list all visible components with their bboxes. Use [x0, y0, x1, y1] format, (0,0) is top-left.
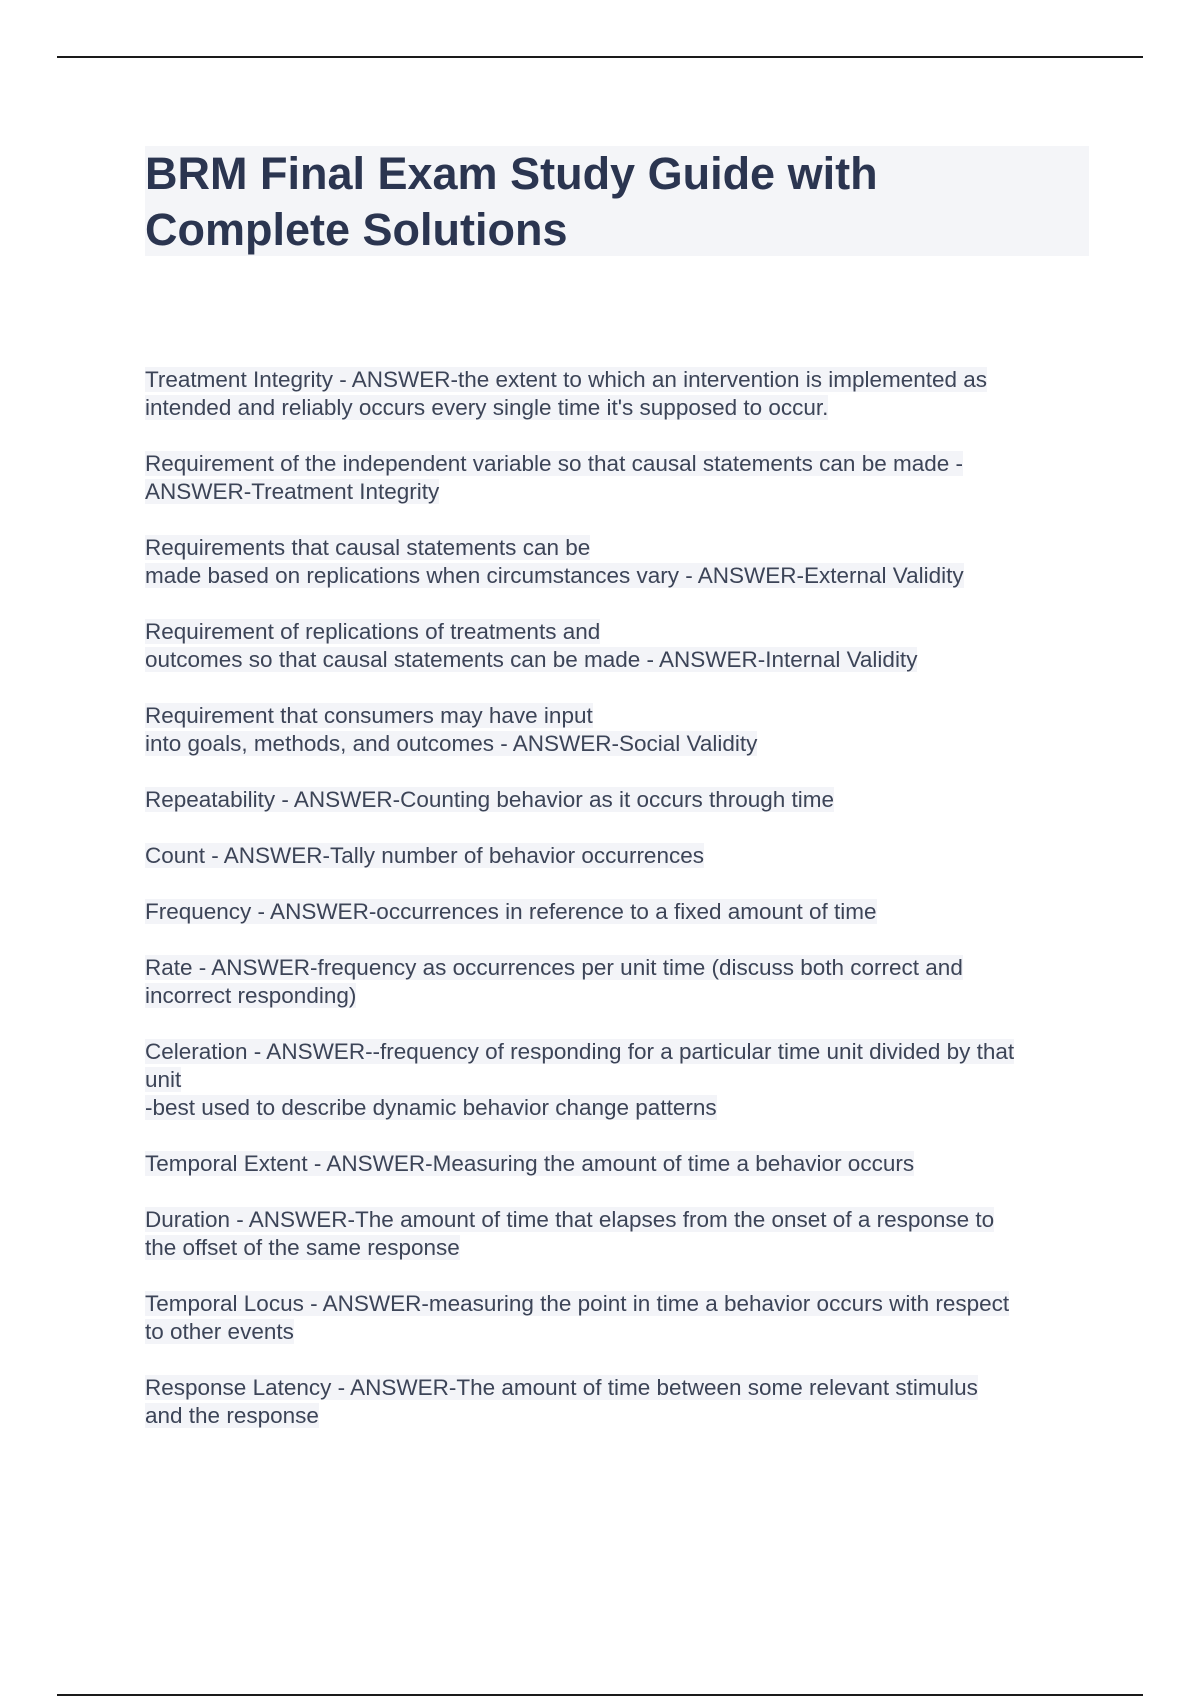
entry-celeration: Celeration - ANSWER--frequency of responding for a particular time unit divided by that unit -best used to describe dynamic behavior change patterns	[145, 1039, 1015, 1120]
title-block	[145, 146, 1089, 256]
entry-external-validity: Requirements that causal statements can be made based on replications when circumstances vary - ANSWER-External Validity	[145, 535, 964, 588]
entry-social-validity: Requirement that consumers may have input into goals, methods, and outcomes - ANSWER-Social Validity	[145, 703, 758, 756]
entry-temporal-locus: Temporal Locus - ANSWER-measuring the point in time a behavior occurs with respect to other events	[145, 1291, 1010, 1344]
entry-response-latency: Response Latency - ANSWER-The amount of time between some relevant stimulus and the response	[145, 1375, 978, 1428]
entry-temporal-extent: Temporal Extent - ANSWER-Measuring the amount of time a behavior occurs	[145, 1151, 915, 1176]
bottom-rule	[57, 1694, 1143, 1696]
entry-duration: Duration - ANSWER-The amount of time that elapses from the onset of a response to the offset of the same response	[145, 1207, 995, 1260]
entry-treatment-integrity: Treatment Integrity - ANSWER-the extent to which an intervention is implemented as intended and reliably occurs every single time it's supposed to occur.	[145, 367, 988, 420]
top-rule	[57, 56, 1143, 58]
entry-internal-validity: Requirement of replications of treatments and outcomes so that causal statements can be made - ANSWER-Internal Validity	[145, 619, 918, 672]
entry-count: Count - ANSWER-Tally number of behavior occurrences	[145, 843, 704, 868]
page-title: BRM Final Exam Study Guide with Complete Solutions	[145, 148, 878, 255]
entry-frequency: Frequency - ANSWER-occurrences in reference to a fixed amount of time	[145, 899, 877, 924]
entry-independent-variable: Requirement of the independent variable so that causal statements can be made - ANSWER-Treatment Integrity	[145, 451, 963, 504]
entry-rate: Rate - ANSWER-frequency as occurrences per unit time (discuss both correct and incorrect responding)	[145, 955, 963, 1008]
study-entries	[145, 366, 1095, 1458]
entry-repeatability: Repeatability - ANSWER-Counting behavior as it occurs through time	[145, 787, 835, 812]
